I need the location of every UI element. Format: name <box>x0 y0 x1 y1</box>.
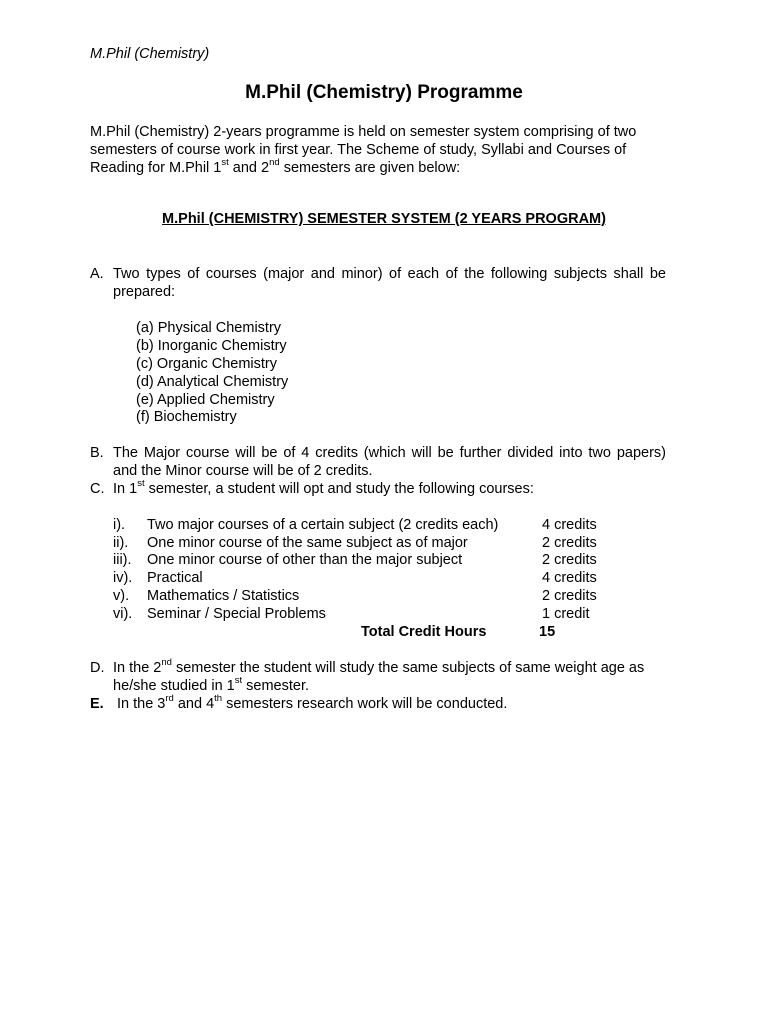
course-number: i). <box>113 517 126 533</box>
item-text: In the 2nd semester the student will study the same subjects of same weight age as he/she studied in 1st semester. <box>113 657 645 694</box>
list-item-d <box>90 657 666 696</box>
course-row <box>113 570 713 588</box>
subject-item: (a) Physical Chemistry <box>136 320 282 336</box>
course-description: Mathematics / Statistics <box>147 588 300 604</box>
total-credit-value: 15 <box>539 624 556 640</box>
course-credits: 1 credit <box>542 606 590 622</box>
course-row <box>113 588 713 606</box>
course-description: One minor course of other than the major subject <box>147 552 463 568</box>
course-row <box>113 606 713 624</box>
list-item-c <box>90 478 666 499</box>
item-text: The Major course will be of 4 credits (which will be further divided into two papers) and the Minor course will be of 2 credits. <box>113 445 666 479</box>
course-row <box>113 552 713 570</box>
course-row <box>113 517 713 535</box>
total-credit-label: Total Credit Hours <box>361 624 487 640</box>
item-label: D. <box>90 660 105 676</box>
course-description: One minor course of the same subject as of major <box>147 535 468 551</box>
intro-line: M.Phil (Chemistry) 2-years programme is held on semester system comprising of two <box>90 124 637 140</box>
course-description: Two major courses of a certain subject (2 credits each) <box>147 517 499 533</box>
item-label: E. <box>90 696 104 712</box>
course-number: vi). <box>113 606 133 622</box>
course-number: ii). <box>113 535 129 551</box>
course-number: iv). <box>113 570 133 586</box>
course-number: iii). <box>113 552 132 568</box>
course-row <box>113 535 713 553</box>
item-text: Two types of courses (major and minor) of each of the following subjects shall be prepared: <box>113 266 666 300</box>
item-label: A. <box>90 266 104 282</box>
item-text: In the 3rd and 4th semesters research work will be conducted. <box>117 693 508 712</box>
subject-item: (e) Applied Chemistry <box>136 392 275 408</box>
course-credits: 4 credits <box>542 570 597 586</box>
intro-line: semesters of course work in first year. The Scheme of study, Syllabi and Courses of <box>90 141 627 158</box>
section-subtitle: M.Phil (CHEMISTRY) SEMESTER SYSTEM (2 YEARS PROGRAM) <box>162 211 606 227</box>
course-description: Practical <box>147 570 203 586</box>
intro-line: Reading for M.Phil 1st and 2nd semesters are given below: <box>90 156 461 176</box>
list-item-b <box>90 445 666 481</box>
course-credits: 2 credits <box>542 588 597 604</box>
course-credits: 2 credits <box>542 552 597 568</box>
item-label: B. <box>90 445 104 461</box>
list-item-e <box>90 693 666 714</box>
course-description: Seminar / Special Problems <box>147 606 326 622</box>
page-header: M.Phil (Chemistry) <box>90 46 210 62</box>
subject-item: (b) Inorganic Chemistry <box>136 338 287 354</box>
intro-paragraph <box>90 124 666 177</box>
subject-item: (d) Analytical Chemistry <box>136 374 289 390</box>
course-number: v). <box>113 588 130 604</box>
subject-item: (f) Biochemistry <box>136 409 237 425</box>
list-item-a <box>90 266 666 302</box>
subject-item: (c) Organic Chemistry <box>136 356 277 372</box>
page-title: M.Phil (Chemistry) Programme <box>245 82 523 103</box>
course-credits: 2 credits <box>542 535 597 551</box>
item-text: In 1st semester, a student will opt and study the following courses: <box>113 478 534 497</box>
item-label: C. <box>90 481 105 497</box>
course-credits: 4 credits <box>542 517 597 533</box>
